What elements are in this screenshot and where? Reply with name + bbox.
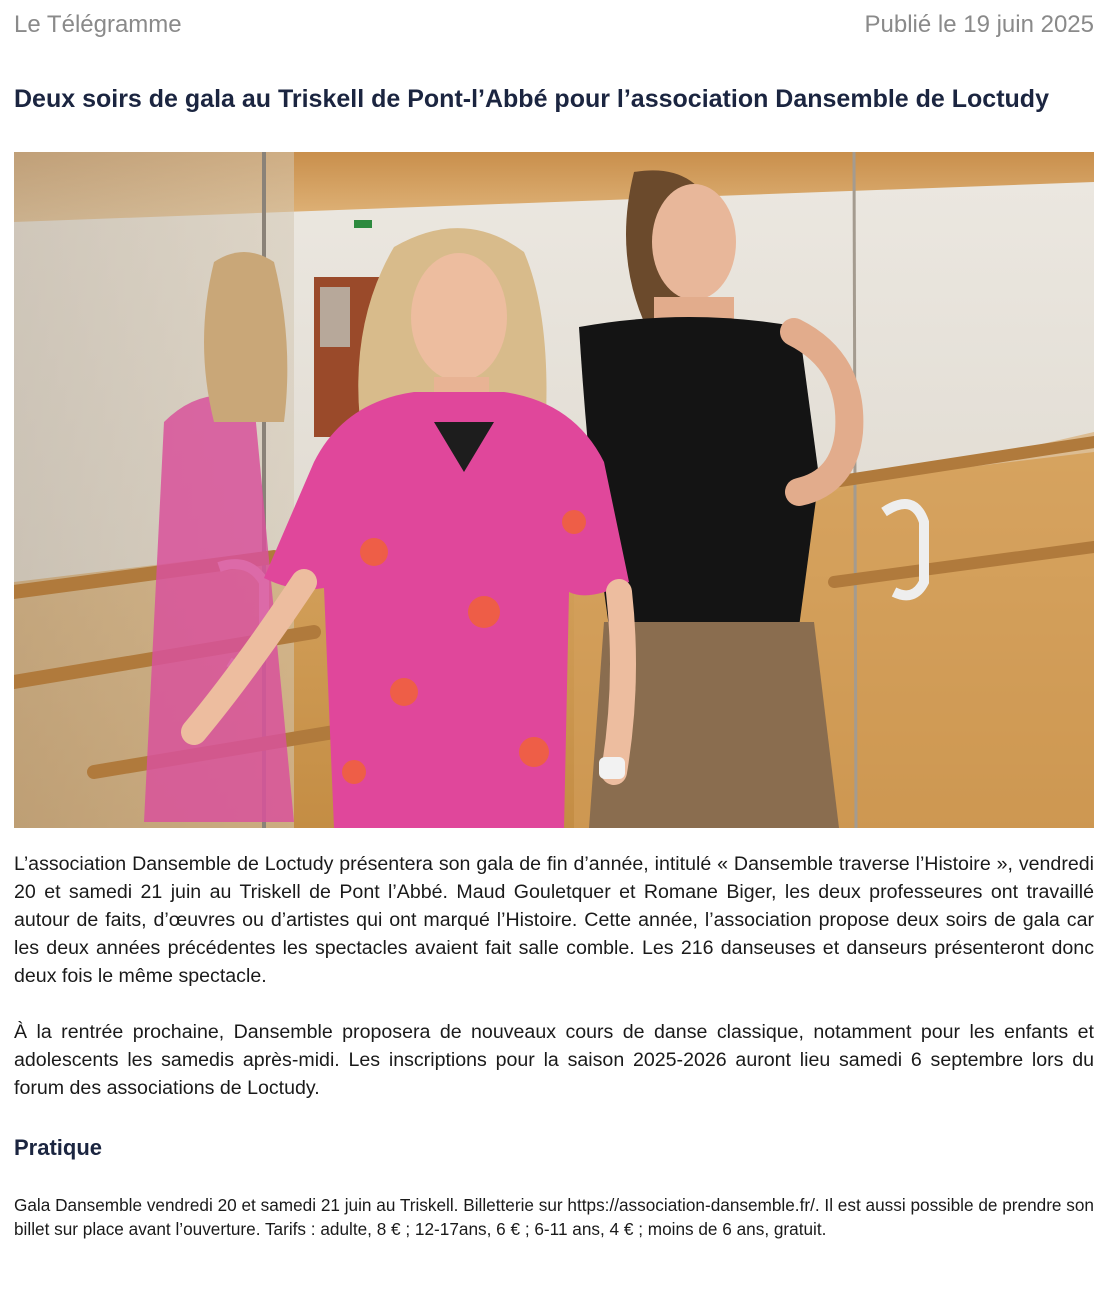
publication-date: Publié le 19 juin 2025 (864, 11, 1094, 38)
article-page (14, 0, 1094, 1241)
publication-name: Le Télégramme (14, 11, 182, 38)
article-meta (14, 0, 1094, 50)
article-paragraph: À la rentrée prochaine, Dansemble proposera de nouveaux cours de danse classique, notamment pour les enfants et adolescents les samedis après-midi. Les inscriptions pour la saison 2025-2026 auront lieu samedi 6 septembre lors du forum des associations de Loctudy. (14, 1021, 1094, 1099)
dance-studio-photo (14, 152, 1094, 828)
article-photo (14, 152, 1094, 828)
practical-info: Gala Dansemble vendredi 20 et samedi 21 juin au Triskell. Billetterie sur https://association-dansemble.fr/. Il est aussi possible de prendre son billet sur place avant l’ouverture. Tarifs : adulte, 8 € ; 12-17ans, 6 € ; 6-11 ans, 4 € ; moins de 6 ans, gratuit. (14, 1195, 1094, 1239)
practical-heading: Pratique (14, 1135, 103, 1160)
article-headline: Deux soirs de gala au Triskell de Pont-l’Abbé pour l’association Dansemble de Loctudy (14, 85, 1049, 113)
article-paragraph: L’association Dansemble de Loctudy présentera son gala de fin d’année, intitulé « Dansemble traverse l’Histoire », vendredi 20 et samedi 21 juin au Triskell de Pont l’Abbé. Maud Gouletquer et Romane Biger, les deux professeures ont travaillé autour de faits, d’œuvres ou d’artistes qui ont marqué l’Histoire. Cette année, l’association propose deux soirs de gala car les deux années précédentes les spectacles avaient fait salle comble. Les 216 danseuses et danseurs présenteront donc deux fois le même spectacle. (14, 853, 1094, 987)
